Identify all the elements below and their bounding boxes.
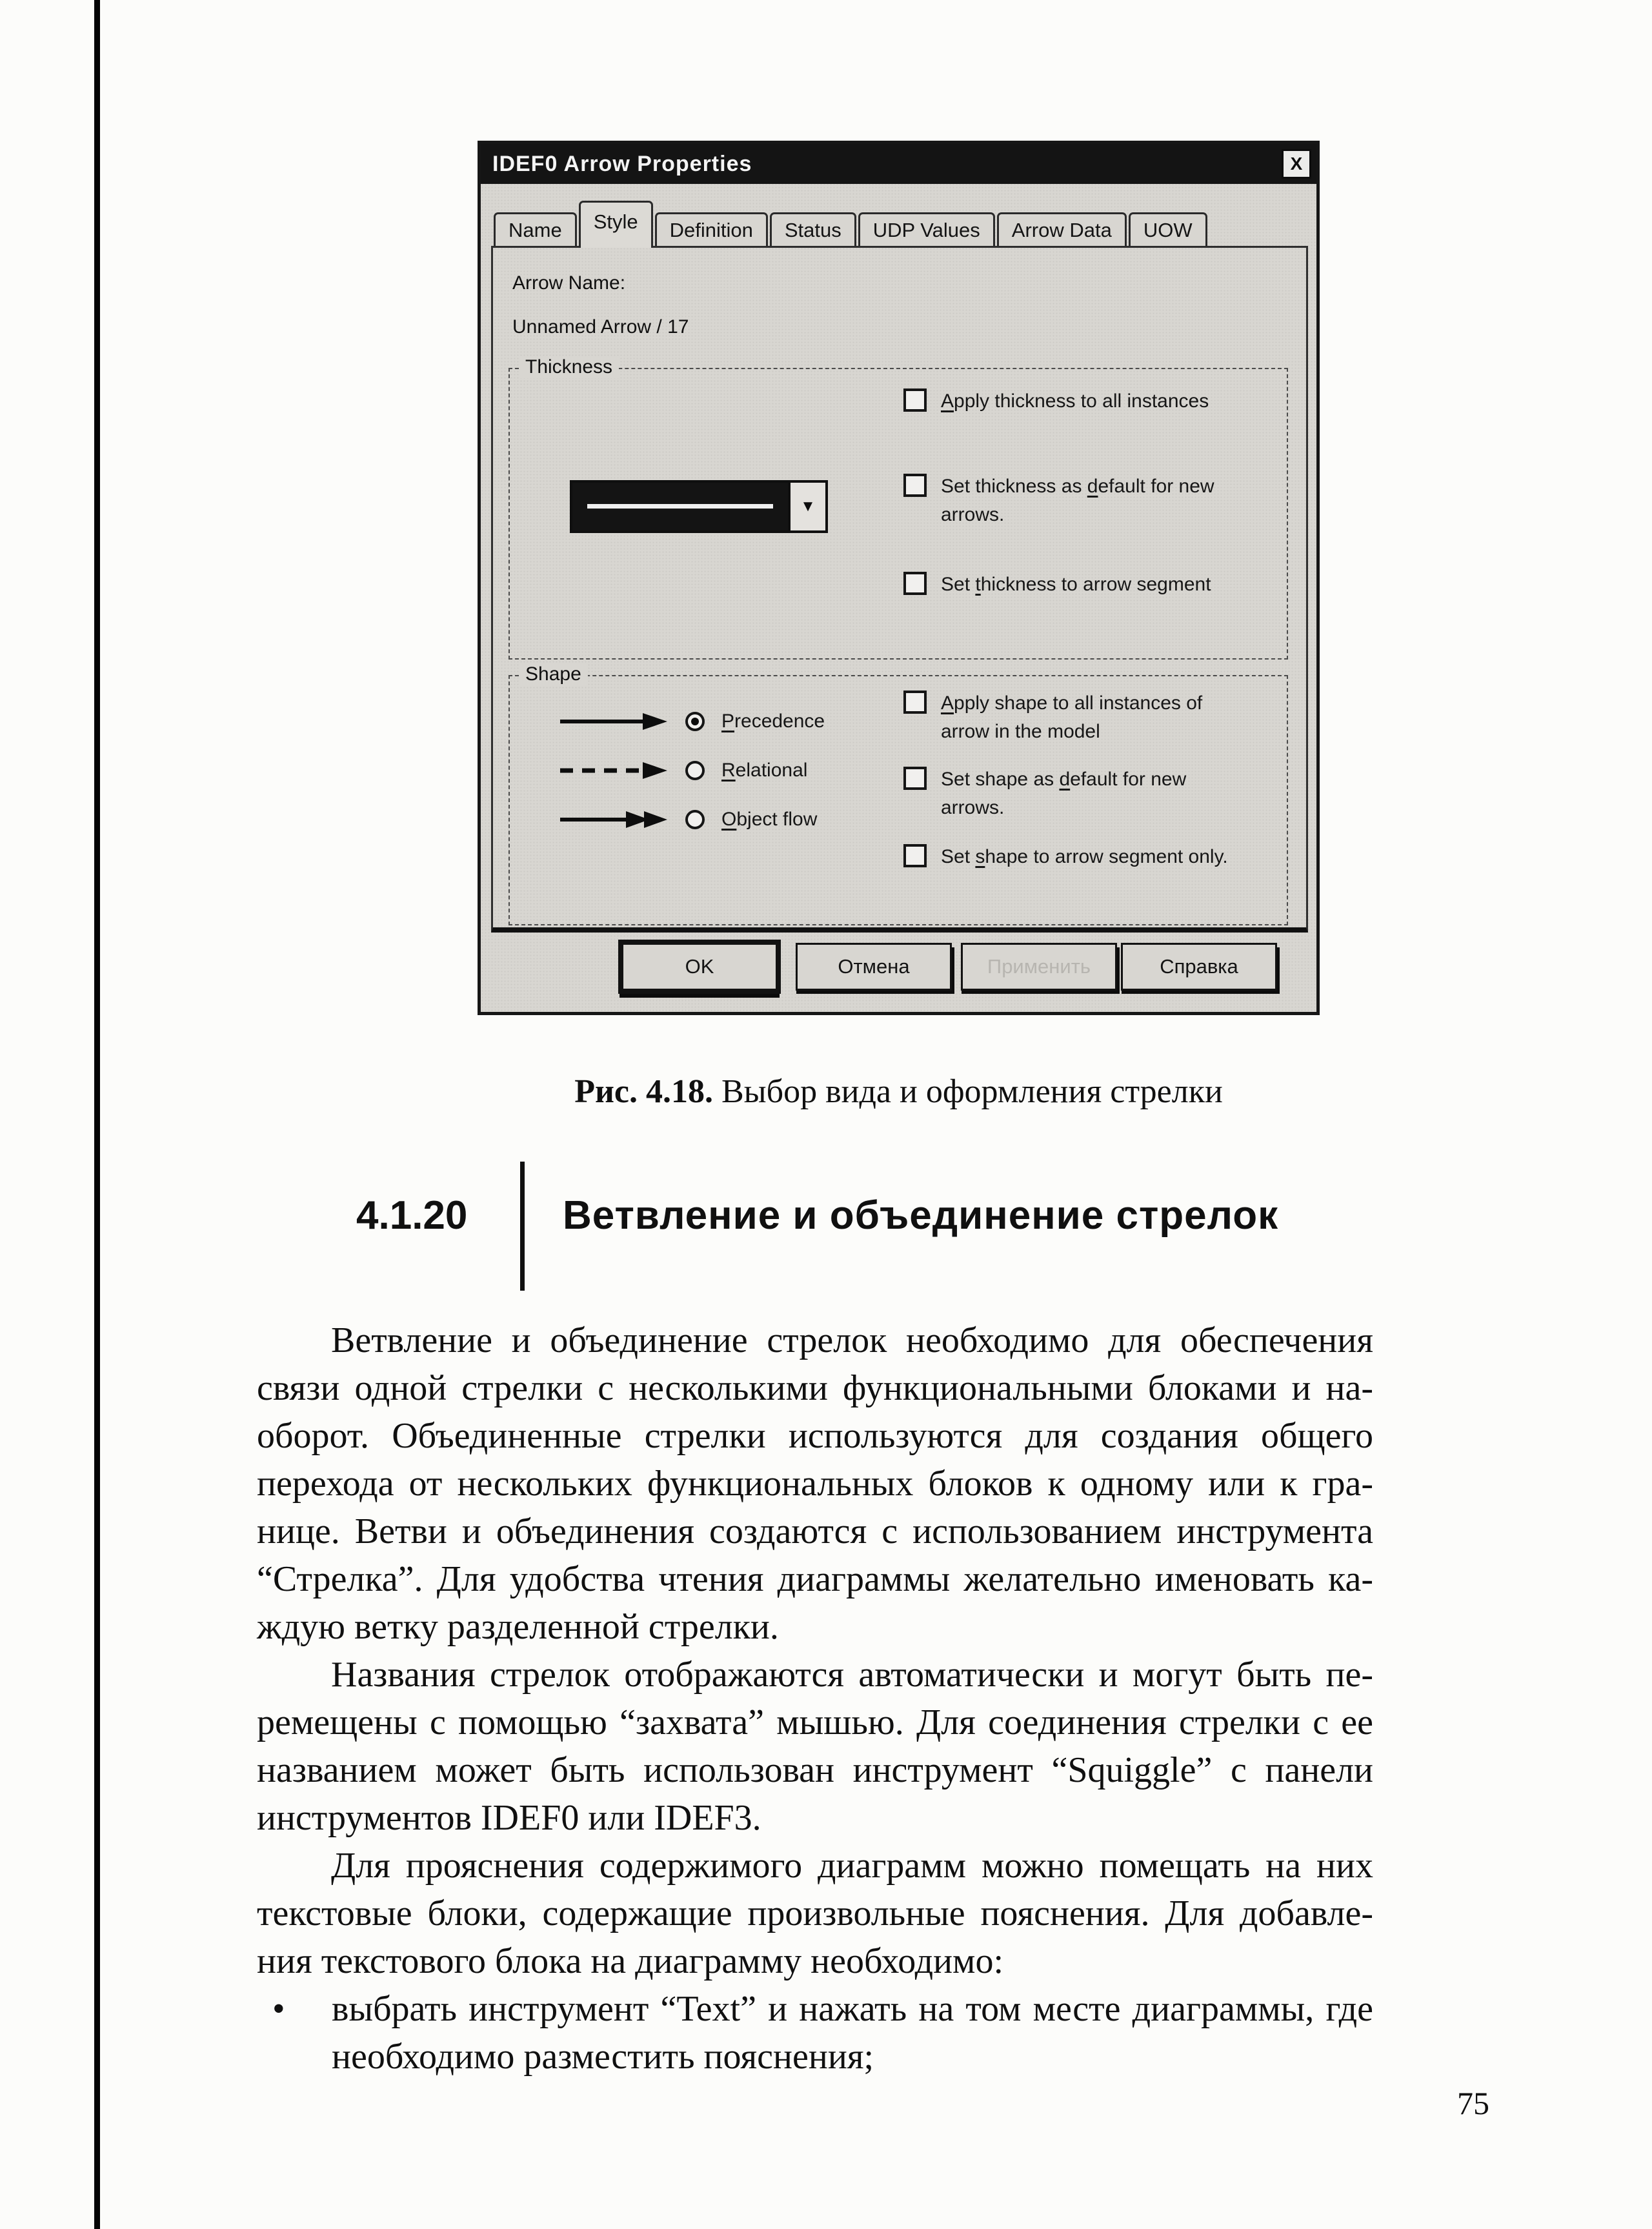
apply-button: Применить	[961, 943, 1117, 991]
checkbox-box[interactable]	[903, 474, 927, 497]
checkbox-thickness-default-new-arrows[interactable]: Set thickness as default for new arrows.	[903, 472, 1228, 529]
tab-definition[interactable]: Definition	[655, 212, 768, 246]
object-flow-arrow-icon	[559, 808, 669, 831]
checkbox-box[interactable]	[903, 691, 927, 714]
section-number: 4.1.20	[356, 1193, 468, 1238]
page-number: 75	[1457, 2085, 1489, 2121]
text-line: выбрать инструмент “Text” и нажать на том месте диаграммы, где	[332, 1989, 1373, 2029]
section-title: Ветвление и объединение стрелок	[563, 1193, 1279, 1238]
figure-caption: Рис. 4.18. Выбор вида и оформления стрелки	[574, 1073, 1223, 1110]
tab-page-style	[491, 246, 1308, 933]
radio-precedence[interactable]: Precedence	[559, 710, 825, 733]
close-icon: X	[1290, 154, 1303, 174]
bullet-icon: •	[272, 1989, 285, 2029]
text-line: “Стрелка”. Для удобства чтения диаграммы желательно именовать ка-	[257, 1559, 1373, 1599]
text-line: текстовые блоки, содержащие произвольные пояснения. Для добавле-	[257, 1893, 1373, 1933]
radio-button[interactable]	[685, 761, 705, 780]
text-line: инструментов IDEF0 или IDEF3.	[257, 1798, 761, 1838]
dialog-titlebar[interactable]	[481, 144, 1316, 184]
checkbox-apply-thickness-to-all[interactable]: Apply thickness to all instances	[903, 387, 1228, 416]
cancel-button[interactable]: Отмена	[796, 943, 952, 991]
text-line: Названия стрелок отображаются автоматически и могут быть пе-	[331, 1655, 1373, 1695]
body-text	[257, 1316, 1373, 1985]
figure-number: Рис. 4.18.	[574, 1073, 713, 1110]
checkbox-box[interactable]	[903, 767, 927, 790]
ok-button[interactable]: OK	[621, 943, 778, 991]
tab-name[interactable]: Name	[494, 212, 577, 246]
dialog-title: IDEF0 Arrow Properties	[492, 151, 752, 176]
tab-uow[interactable]: UOW	[1129, 212, 1207, 246]
relational-arrow-icon	[559, 759, 669, 782]
checkbox-apply-shape-to-all[interactable]: Apply shape to all instances of arrow in the model	[903, 689, 1228, 746]
text-line: ремещены с помощью “захвата” мышью. Для соединения стрелки с ее	[257, 1702, 1373, 1742]
tab-strip	[494, 201, 1209, 248]
help-button[interactable]: Справка	[1121, 943, 1277, 991]
page-edge-line	[94, 0, 100, 2229]
idef0-arrow-properties-dialog	[478, 141, 1320, 1015]
checkbox-box[interactable]	[903, 388, 927, 412]
radio-button[interactable]	[685, 712, 705, 731]
tab-udp-values[interactable]: UDP Values	[858, 212, 995, 246]
text-line: оборот. Объединенные стрелки используются для создания общего	[257, 1416, 1373, 1456]
text-line: ждую ветку разделенной стрелки.	[257, 1607, 779, 1647]
thickness-group	[509, 356, 1288, 660]
tab-style[interactable]: Style	[579, 201, 653, 248]
text-line: Для прояснения содержимого диаграмм можно помещать на них	[331, 1846, 1373, 1886]
text-line: необходимо разместить пояснения;	[332, 2037, 874, 2077]
list-item	[257, 1985, 1373, 2081]
thickness-preview	[572, 483, 788, 530]
close-button[interactable]	[1282, 149, 1311, 179]
text-line: названием может быть использован инструмент “Squiggle” с панели	[257, 1750, 1373, 1790]
dropdown-arrow-icon[interactable]: ▼	[788, 483, 825, 530]
checkbox-thickness-arrow-segment[interactable]: Set thickness to arrow segment	[903, 570, 1228, 599]
tab-status[interactable]: Status	[770, 212, 856, 246]
radio-relational[interactable]: Relational	[559, 759, 807, 782]
arrow-name-label: Arrow Name:	[512, 272, 626, 294]
text-line: связи одной стрелки с несколькими функциональными блоками и на-	[257, 1368, 1373, 1408]
text-line: перехода от нескольких функциональных блоков к одному или к гра-	[257, 1464, 1373, 1504]
radio-button[interactable]	[685, 810, 705, 829]
checkbox-box[interactable]	[903, 844, 927, 867]
shape-group-label: Shape	[519, 663, 588, 685]
checkbox-shape-default-new-arrows[interactable]: Set shape as default for new arrows.	[903, 765, 1228, 822]
checkbox-box[interactable]	[903, 572, 927, 595]
text-line: ния текстового блока на диаграмму необходимо:	[257, 1941, 1004, 1981]
shape-group	[509, 663, 1288, 925]
tab-arrow-data[interactable]: Arrow Data	[997, 212, 1127, 246]
checkbox-shape-arrow-segment-only[interactable]: Set shape to arrow segment only.	[903, 843, 1228, 871]
text-line: нице. Ветви и объединения создаются с использованием инструмента	[257, 1511, 1373, 1551]
text-line: Ветвление и объединение стрелок необходимо для обеспечения	[331, 1320, 1373, 1360]
arrow-name-value: Unnamed Arrow / 17	[512, 316, 689, 338]
radio-object-flow[interactable]: Object flow	[559, 808, 817, 831]
thickness-group-label: Thickness	[519, 356, 619, 378]
section-divider	[520, 1162, 525, 1291]
precedence-arrow-icon	[559, 710, 669, 733]
thickness-dropdown[interactable]	[570, 480, 828, 533]
